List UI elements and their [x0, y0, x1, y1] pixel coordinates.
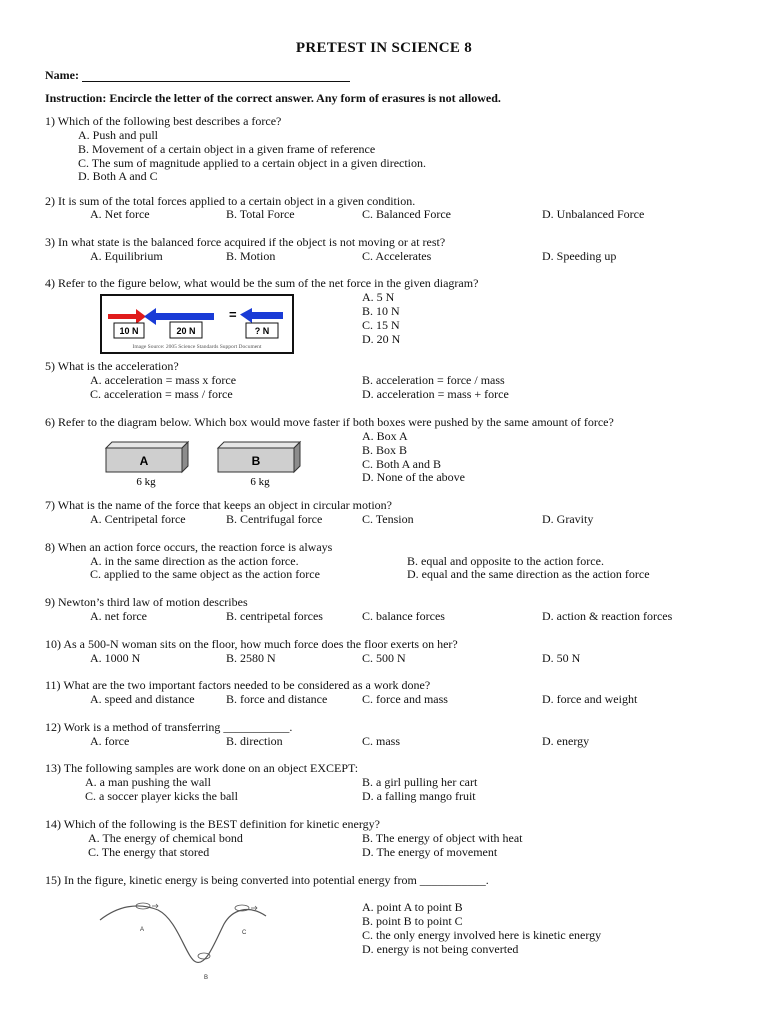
choice-4a[interactable]: A. 5 N [362, 290, 395, 304]
force-label-unknown: ? N [254, 326, 270, 336]
box-b-label: B [251, 454, 261, 468]
cart-b-icon [198, 953, 210, 959]
choice-3d[interactable]: D. Speeding up [542, 249, 617, 263]
question-12: 12) Work is a method of transferring ___________. [45, 720, 293, 734]
question-7: 7) What is the name of the force that keeps an object in circular motion? [45, 498, 392, 512]
mass-a: 6 kg [136, 476, 156, 488]
question-3: 3) In what state is the balanced force acquired if the object is not moving or at rest? [45, 235, 446, 249]
choice-13b[interactable]: B. a girl pulling her cart [362, 775, 478, 789]
choice-13a[interactable]: A. a man pushing the wall [85, 775, 211, 789]
choice-13d[interactable]: D. a falling mango fruit [362, 789, 476, 803]
question-13: 13) The following samples are work done on an object EXCEPT: [45, 761, 359, 775]
instruction: Instruction: Encircle the letter of the correct answer. Any form of erasures is not allowed. [45, 91, 501, 105]
choice-6c[interactable]: C. Both A and B [362, 457, 442, 471]
choice-11c[interactable]: C. force and mass [362, 692, 448, 706]
choice-3b[interactable]: B. Motion [226, 249, 276, 263]
choice-12a[interactable]: A. force [90, 734, 130, 748]
box-a-label: A [139, 454, 149, 468]
question-1: 1) Which of the following best describes a force? [45, 114, 282, 128]
question-15: 15) In the figure, kinetic energy is being converted into potential energy from ___________. [45, 873, 489, 887]
choice-6a[interactable]: A. Box A [362, 429, 408, 443]
choice-1b[interactable]: B. Movement of a certain object in a given frame of reference [78, 142, 376, 156]
choice-11b[interactable]: B. force and distance [226, 692, 328, 706]
choice-9a[interactable]: A. net force [90, 609, 147, 623]
choice-6d[interactable]: D. None of the above [362, 470, 465, 484]
choice-12b[interactable]: B. direction [226, 734, 283, 748]
question-14: 14) Which of the following is the BEST definition for kinetic energy? [45, 817, 380, 831]
choice-11a[interactable]: A. speed and distance [90, 692, 195, 706]
force-label-1: 10 N [119, 326, 139, 336]
choice-2c[interactable]: C. Balanced Force [362, 207, 451, 221]
question-11: 11) What are the two important factors needed to be considered as a work done? [45, 678, 431, 692]
choice-2a[interactable]: A. Net force [90, 207, 150, 221]
boxes-figure [100, 440, 310, 490]
choice-2d[interactable]: D. Unbalanced Force [542, 207, 645, 221]
choice-1d[interactable]: D. Both A and C [78, 169, 158, 183]
point-c-label: C [242, 930, 247, 936]
question-2: 2) It is sum of the total forces applied to a certain object in a given condition. [45, 194, 416, 208]
choice-15d[interactable]: D. energy is not being converted [362, 942, 519, 956]
choice-14b[interactable]: B. The energy of object with heat [362, 831, 523, 845]
choice-14d[interactable]: D. The energy of movement [362, 845, 498, 859]
choice-8d[interactable]: D. equal and the same direction as the action force [407, 567, 650, 581]
choice-13c[interactable]: C. a soccer player kicks the ball [85, 789, 238, 803]
choice-4b[interactable]: B. 10 N [362, 304, 400, 318]
choice-7a[interactable]: A. Centripetal force [90, 512, 186, 526]
name-blank[interactable] [82, 70, 350, 82]
choice-15a[interactable]: A. point A to point B [362, 900, 463, 914]
name-field [45, 68, 350, 82]
choice-15b[interactable]: B. point B to point C [362, 914, 463, 928]
choice-6b[interactable]: B. Box B [362, 443, 408, 457]
choice-7d[interactable]: D. Gravity [542, 512, 594, 526]
choice-2b[interactable]: B. Total Force [226, 207, 295, 221]
choice-10b[interactable]: B. 2580 N [226, 651, 276, 665]
choice-10a[interactable]: A. 1000 N [90, 651, 141, 665]
choice-14a[interactable]: A. The energy of chemical bond [88, 831, 243, 845]
choice-14c[interactable]: C. The energy that stored [88, 845, 210, 859]
equals-sign: = [229, 307, 237, 322]
net-force-figure [100, 294, 294, 356]
choice-10c[interactable]: C. 500 N [362, 651, 406, 665]
choice-1a[interactable]: A. Push and pull [78, 128, 159, 142]
question-4: 4) Refer to the figure below, what would be the sum of the net force in the given diagram? [45, 276, 479, 290]
choice-8a[interactable]: A. in the same direction as the action force. [90, 554, 299, 568]
question-6: 6) Refer to the diagram below. Which box would move faster if both boxes were pushed by the same amount of force? [45, 415, 614, 429]
choice-12d[interactable]: D. energy [542, 734, 590, 748]
question-10: 10) As a 500-N woman sits on the floor, how much force does the floor exerts on her? [45, 637, 458, 651]
choice-1c[interactable]: C. The sum of magnitude applied to a certain object in a given direction. [78, 156, 427, 170]
choice-7c[interactable]: C. Tension [362, 512, 414, 526]
choice-7b[interactable]: B. Centrifugal force [226, 512, 323, 526]
box-a [106, 442, 188, 472]
choice-9b[interactable]: B. centripetal forces [226, 609, 323, 623]
point-a-label: A [140, 927, 145, 933]
choice-4c[interactable]: C. 15 N [362, 318, 400, 332]
choice-5a[interactable]: A. acceleration = mass x force [90, 373, 237, 387]
force-label-2: 20 N [176, 326, 196, 336]
choice-5b[interactable]: B. acceleration = force / mass [362, 373, 505, 387]
choice-12c[interactable]: C. mass [362, 734, 401, 748]
box-b [218, 442, 300, 472]
choice-9d[interactable]: D. action & reaction forces [542, 609, 673, 623]
figure-caption: Image Source: 2005 Science Standards Support Document [132, 344, 262, 350]
page-title: PRETEST IN SCIENCE 8 [295, 40, 473, 56]
choice-5d[interactable]: D. acceleration = mass + force [362, 387, 509, 401]
question-9: 9) Newton’s third law of motion describes [45, 595, 248, 609]
mass-b: 6 kg [250, 476, 270, 488]
choice-3c[interactable]: C. Accelerates [362, 249, 432, 263]
question-8: 8) When an action force occurs, the reaction force is always [45, 540, 333, 554]
choice-9c[interactable]: C. balance forces [362, 609, 445, 623]
choice-3a[interactable]: A. Equilibrium [90, 249, 163, 263]
name-label: Name: [45, 68, 79, 82]
choice-11d[interactable]: D. force and weight [542, 692, 638, 706]
question-5: 5) What is the acceleration? [45, 359, 179, 373]
choice-5c[interactable]: C. acceleration = mass / force [90, 387, 233, 401]
point-b-label: B [204, 975, 209, 981]
choice-10d[interactable]: D. 50 N [542, 651, 581, 665]
roller-track-figure [98, 894, 270, 986]
choice-4d[interactable]: D. 20 N [362, 332, 401, 346]
choice-8c[interactable]: C. applied to the same object as the action force [90, 567, 320, 581]
choice-8b[interactable]: B. equal and opposite to the action force. [407, 554, 604, 568]
choice-15c[interactable]: C. the only energy involved here is kinetic energy [362, 928, 602, 942]
